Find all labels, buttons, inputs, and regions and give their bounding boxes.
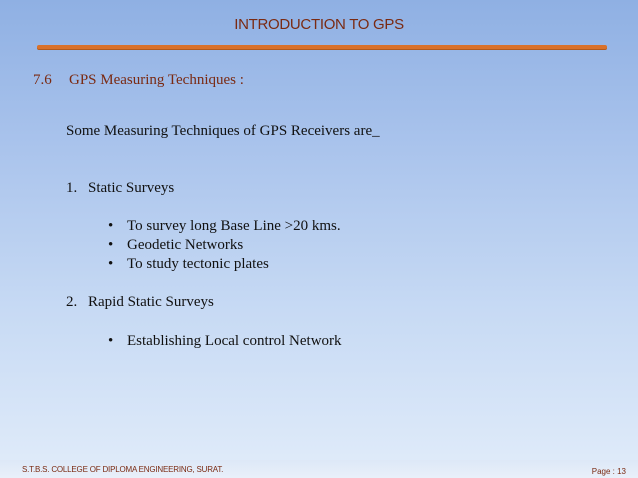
bullet-text: To study tectonic plates [127, 256, 269, 272]
bullet-item [108, 237, 243, 254]
list-item-static-surveys [66, 180, 174, 197]
section-number: 7.6 [33, 72, 52, 88]
list-item-number: 2. [66, 294, 78, 310]
bullet-text: Geodetic Networks [127, 237, 244, 253]
bullet-item [108, 333, 342, 350]
list-item-rapid-static-surveys [66, 294, 214, 311]
bullet-text: Establishing Local control Network [127, 333, 342, 349]
bullet-icon: • [108, 237, 114, 253]
bullet-text: To survey long Base Line >20 kms. [127, 218, 341, 234]
bullet-icon: • [108, 256, 114, 272]
bullet-icon: • [108, 333, 114, 349]
intro-text: Some Measuring Techniques of GPS Receivers are_ [66, 123, 380, 139]
list-item-label: Rapid Static Surveys [88, 294, 214, 310]
list-item-number: 1. [66, 180, 78, 196]
bullet-item [108, 218, 341, 235]
footer-institution: S.T.B.S. COLLEGE OF DIPLOMA ENGINEERING, SURAT. [22, 465, 224, 474]
bullet-item [108, 256, 269, 273]
section-title: GPS Measuring Techniques : [69, 72, 244, 88]
title-divider [37, 45, 607, 49]
bullet-icon: • [108, 218, 114, 234]
section-heading [33, 72, 244, 89]
list-item-label: Static Surveys [88, 180, 175, 196]
page-number: Page : 13 [591, 467, 626, 476]
slide-title: INTRODUCTION TO GPS [234, 16, 404, 33]
